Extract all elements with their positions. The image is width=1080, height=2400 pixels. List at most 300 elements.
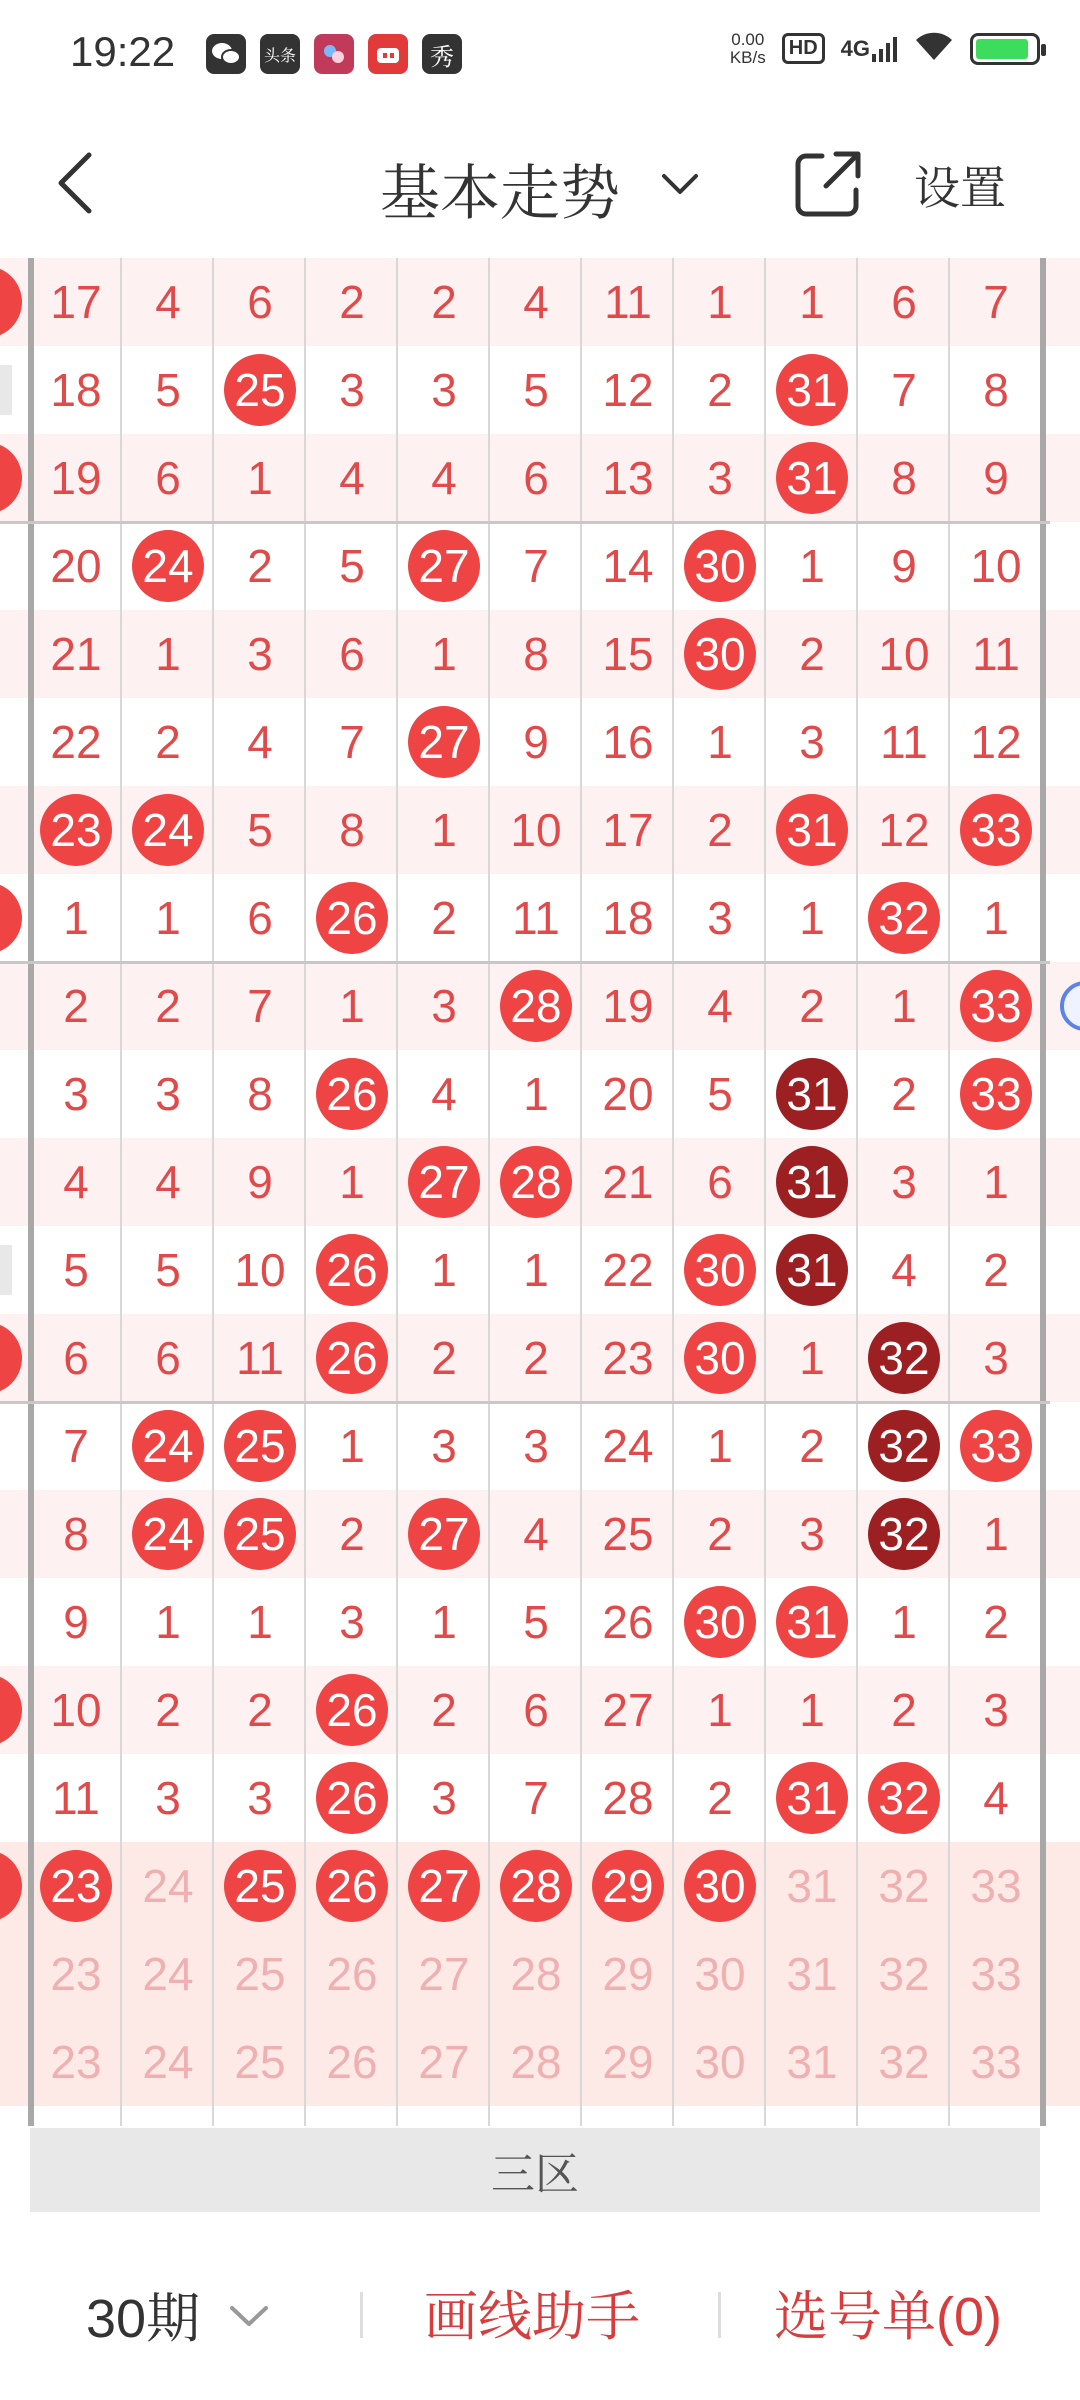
trend-cell[interactable]: 24 [602,1420,654,1472]
number-ball: 30 [684,1850,756,1922]
trend-cell[interactable]: 1 [431,1596,457,1648]
trend-cell[interactable]: 25 [234,2036,286,2088]
trend-cell[interactable]: 2 [983,1596,1009,1648]
trend-cell[interactable] [674,522,766,610]
trend-cell[interactable]: 12 [878,804,930,856]
trend-cell[interactable]: 1 [63,892,89,944]
trend-cell[interactable]: 2 [707,1772,733,1824]
trend-cell[interactable]: 4 [523,276,549,328]
trend-cell[interactable] [766,434,858,522]
trend-cell[interactable]: 22 [602,1244,654,1296]
trend-cell[interactable]: 3 [431,1772,457,1824]
trend-cell[interactable]: 26 [602,1596,654,1648]
trend-cell[interactable]: 28 [510,2036,562,2088]
trend-cell[interactable]: 5 [523,364,549,416]
trend-cell[interactable]: 25 [234,1948,286,2000]
trend-cell[interactable]: 6 [155,452,181,504]
trend-cell[interactable]: 6 [247,276,273,328]
number-ball: 30 [684,618,756,690]
number-ball: 24 [132,1410,204,1482]
trend-cell[interactable]: 2 [707,804,733,856]
pick-list-button[interactable]: 选号单(0) [774,2287,1002,2347]
number-ball: 30 [684,530,756,602]
trend-cell[interactable]: 6 [339,628,365,680]
bilibili-icon [368,34,408,74]
number-ball: 30 [684,1234,756,1306]
trend-cell[interactable] [306,1754,398,1842]
signal-icon: 4G [841,36,898,62]
trend-cell[interactable] [858,1490,950,1578]
trend-cell[interactable]: 18 [602,892,654,944]
trend-cell[interactable]: 5 [155,1244,181,1296]
trend-cell[interactable]: 9 [891,540,917,592]
trend-cell[interactable]: 7 [983,276,1009,328]
trend-cell[interactable] [674,1226,766,1314]
number-ball: 24 [132,794,204,866]
system-status [730,30,1040,67]
trend-cell[interactable]: 2 [247,1684,273,1736]
number-ball: 28 [500,970,572,1042]
trend-cell[interactable]: 33 [970,1948,1022,2000]
trend-cell[interactable]: 3 [155,1068,181,1120]
trend-cell[interactable] [30,786,122,874]
number-ball: 32 [868,1762,940,1834]
trend-cell[interactable]: 3 [247,1772,273,1824]
number-ball: 24 [132,1498,204,1570]
trend-cell[interactable]: 4 [707,980,733,1032]
trend-cell[interactable]: 25 [602,1508,654,1560]
trend-cell[interactable]: 3 [339,364,365,416]
number-ball: 31 [776,1586,848,1658]
trend-cell[interactable]: 32 [878,2036,930,2088]
number-ball: 23 [40,1850,112,1922]
trend-cell[interactable]: 33 [970,2036,1022,2088]
trend-cell[interactable]: 11 [236,1332,284,1384]
number-ball: 28 [500,1850,572,1922]
trend-cell[interactable]: 4 [339,452,365,504]
trend-cell[interactable]: 28 [510,1948,562,2000]
trend-cell[interactable]: 8 [247,1068,273,1120]
trend-cell[interactable]: 4 [247,716,273,768]
trend-cell[interactable] [766,786,858,874]
trend-cell[interactable]: 31 [786,1860,838,1912]
trend-cell[interactable]: 29 [602,2036,654,2088]
trend-cell[interactable] [398,1138,490,1226]
trend-cell[interactable]: 9 [523,716,549,768]
trend-cell[interactable] [122,1490,214,1578]
trend-cell[interactable]: 5 [339,540,365,592]
trend-cell[interactable]: 1 [799,276,825,328]
trend-cell[interactable]: 3 [983,1332,1009,1384]
trend-cell[interactable]: 11 [52,1772,100,1824]
page-title[interactable]: 基本走势 [380,160,620,227]
trend-cell[interactable]: 7 [63,1420,89,1472]
trend-cell[interactable]: 7 [247,980,273,1032]
trend-cell[interactable]: 16 [602,716,654,768]
repeat-number-ball: 31 [776,1058,848,1130]
trend-cell[interactable] [122,1402,214,1490]
trend-cell[interactable]: 3 [891,1156,917,1208]
trend-cell[interactable]: 2 [431,1332,457,1384]
number-ball: 26 [316,1234,388,1306]
trend-grid[interactable] [0,258,1080,2126]
trend-cell[interactable]: 3 [431,1420,457,1472]
trend-cell[interactable]: 17 [602,804,654,856]
number-ball: 33 [960,1058,1032,1130]
trend-cell[interactable]: 1 [247,1596,273,1648]
trend-cell[interactable]: 11 [512,892,560,944]
trend-cell[interactable]: 8 [63,1508,89,1560]
trend-cell[interactable]: 1 [983,1156,1009,1208]
trend-cell[interactable]: 2 [339,1508,365,1560]
trend-cell[interactable]: 3 [431,364,457,416]
trend-cell[interactable]: 21 [50,628,102,680]
trend-cell[interactable]: 26 [326,1948,378,2000]
trend-cell[interactable] [582,1842,674,1930]
trend-cell[interactable] [674,1578,766,1666]
trend-cell[interactable]: 10 [970,540,1022,592]
trend-cell[interactable]: 26 [326,2036,378,2088]
trend-cell[interactable]: 2 [63,980,89,1032]
trend-cell[interactable]: 13 [602,452,654,504]
number-ball: 31 [776,794,848,866]
trend-cell[interactable]: 4 [431,452,457,504]
trend-cell[interactable]: 17 [50,276,102,328]
trend-cell[interactable]: 1 [707,716,733,768]
trend-cell[interactable] [122,522,214,610]
period-dropdown-button[interactable] [228,2294,270,2336]
trend-cell[interactable]: 3 [523,1420,549,1472]
trend-cell[interactable] [306,1666,398,1754]
trend-cell[interactable]: 1 [339,1420,365,1472]
trend-cell[interactable]: 31 [786,1948,838,2000]
trend-cell[interactable]: 30 [694,2036,746,2088]
share-icon [790,146,866,222]
trend-cell[interactable]: 27 [418,2036,470,2088]
trend-cell[interactable]: 15 [602,628,654,680]
trend-cell[interactable] [858,874,950,962]
trend-cell[interactable]: 6 [63,1332,89,1384]
trend-cell[interactable] [950,1402,1042,1490]
number-ball: 26 [316,1322,388,1394]
trend-cell[interactable] [306,874,398,962]
trend-cell[interactable]: 12 [602,364,654,416]
trend-cell[interactable]: 6 [891,276,917,328]
number-ball: 25 [224,1850,296,1922]
trend-cell[interactable]: 1 [799,1684,825,1736]
trend-cell[interactable]: 4 [891,1244,917,1296]
trend-cell[interactable]: 1 [891,980,917,1032]
trend-cell[interactable]: 7 [339,716,365,768]
trend-cell[interactable] [490,1842,582,1930]
trend-cell[interactable]: 1 [155,628,181,680]
trend-cell[interactable]: 32 [878,1948,930,2000]
trend-cell[interactable] [306,1314,398,1402]
trend-cell[interactable]: 1 [431,628,457,680]
trend-cell[interactable]: 1 [523,1244,549,1296]
divider [718,2292,721,2338]
trend-cell[interactable]: 11 [972,628,1020,680]
trend-cell[interactable]: 2 [431,1684,457,1736]
number-ball: 27 [408,1850,480,1922]
trend-cell[interactable]: 2 [431,892,457,944]
trend-cell[interactable]: 6 [523,1684,549,1736]
trend-cell[interactable]: 4 [63,1156,89,1208]
trend-cell[interactable]: 9 [247,1156,273,1208]
repeat-number-ball: 32 [868,1322,940,1394]
bottom-bar [0,2220,1080,2400]
trend-cell[interactable] [950,962,1042,1050]
trend-cell[interactable]: 1 [431,1244,457,1296]
trend-cell[interactable] [214,346,306,434]
trend-cell[interactable] [766,1754,858,1842]
number-ball: 30 [684,1322,756,1394]
trend-cell[interactable]: 1 [523,1068,549,1120]
chevron-down-icon [660,164,700,204]
trend-cell[interactable] [398,522,490,610]
trend-cell[interactable]: 3 [799,1508,825,1560]
zone-label: 三区 [30,2128,1040,2212]
trend-cell[interactable] [30,1842,122,1930]
trend-cell[interactable]: 1 [799,892,825,944]
trend-cell[interactable]: 1 [247,452,273,504]
trend-cell[interactable]: 6 [155,1332,181,1384]
trend-cell[interactable]: 2 [707,1508,733,1560]
trend-cell[interactable] [766,1050,858,1138]
trend-cell[interactable] [490,962,582,1050]
trend-cell[interactable]: 5 [63,1244,89,1296]
trend-cell[interactable]: 1 [707,1420,733,1472]
period-selector[interactable]: 30期 [86,2289,201,2349]
number-ball: 32 [868,882,940,954]
trend-cell[interactable]: 1 [431,804,457,856]
trend-cell[interactable]: 5 [247,804,273,856]
trend-cell[interactable]: 14 [602,540,654,592]
number-ball: 28 [500,1146,572,1218]
trend-cell[interactable]: 1 [983,892,1009,944]
trend-cell[interactable]: 10 [878,628,930,680]
trend-cell[interactable]: 6 [247,892,273,944]
trend-cell[interactable]: 1 [339,1156,365,1208]
trend-cell[interactable]: 1 [983,1508,1009,1560]
trend-cell[interactable] [858,1314,950,1402]
trend-cell[interactable] [858,1402,950,1490]
trend-cell[interactable]: 2 [707,364,733,416]
number-ball: 25 [224,1498,296,1570]
share-button[interactable] [790,146,866,222]
row-marker [0,365,12,415]
trend-cell[interactable]: 4 [983,1772,1009,1824]
trend-cell[interactable]: 4 [155,1156,181,1208]
trend-cell[interactable]: 27 [602,1684,654,1736]
trend-cell[interactable]: 10 [510,804,562,856]
trend-cell[interactable] [674,610,766,698]
trend-cell[interactable]: 2 [799,628,825,680]
trend-cell[interactable]: 3 [799,716,825,768]
trend-cell[interactable]: 28 [602,1772,654,1824]
number-ball: 25 [224,1410,296,1482]
row-marker [0,1245,12,1295]
trend-cell[interactable]: 1 [707,1684,733,1736]
trend-cell[interactable]: 1 [339,980,365,1032]
trend-cell[interactable] [950,786,1042,874]
trend-cell[interactable]: 24 [142,1860,194,1912]
trend-cell[interactable]: 23 [602,1332,654,1384]
trend-cell[interactable]: 2 [891,1068,917,1120]
trend-cell[interactable] [306,1050,398,1138]
trend-cell[interactable]: 27 [418,1948,470,2000]
number-ball: 26 [316,1850,388,1922]
number-ball: 25 [224,354,296,426]
wechat-icon [206,34,246,74]
chevron-down-icon [228,2294,270,2336]
trend-cell[interactable]: 5 [523,1596,549,1648]
trend-cell[interactable] [674,1314,766,1402]
trend-cell[interactable]: 33 [970,1860,1022,1912]
trend-cell[interactable]: 10 [234,1244,286,1296]
number-ball: 27 [408,1146,480,1218]
back-button[interactable] [40,148,110,218]
trend-cell[interactable]: 31 [786,2036,838,2088]
trend-cell[interactable]: 11 [880,716,928,768]
draw-assist-button[interactable]: 画线助手 [424,2287,640,2347]
trend-cell[interactable] [398,698,490,786]
trend-cell[interactable]: 24 [142,2036,194,2088]
trend-cell[interactable]: 12 [970,716,1022,768]
trend-cell[interactable]: 11 [604,276,652,328]
trend-cell[interactable]: 7 [523,540,549,592]
trend-cell[interactable]: 7 [891,364,917,416]
trend-cell[interactable]: 5 [155,364,181,416]
trend-cell[interactable] [398,1490,490,1578]
trend-cell[interactable]: 22 [50,716,102,768]
trend-cell[interactable]: 9 [63,1596,89,1648]
number-ball: 31 [776,442,848,514]
trend-cell[interactable]: 2 [155,1684,181,1736]
trend-cell[interactable]: 1 [799,1332,825,1384]
repeat-number-ball: 32 [868,1498,940,1570]
trend-cell[interactable]: 3 [63,1068,89,1120]
number-ball: 27 [408,1498,480,1570]
number-ball: 33 [960,970,1032,1042]
trend-cell[interactable]: 3 [155,1772,181,1824]
trend-cell[interactable] [398,1842,490,1930]
trend-cell[interactable]: 32 [878,1860,930,1912]
trend-cell[interactable]: 3 [707,892,733,944]
wifi-icon [914,30,954,67]
number-ball: 23 [40,794,112,866]
battery-icon [970,33,1040,65]
trend-cell[interactable]: 6 [523,452,549,504]
trend-cell[interactable]: 2 [799,980,825,1032]
number-ball: 27 [408,530,480,602]
trend-cell[interactable]: 1 [891,1596,917,1648]
trend-cell[interactable]: 9 [983,452,1009,504]
title-dropdown-button[interactable] [660,164,700,204]
trend-cell[interactable] [766,346,858,434]
trend-cell[interactable]: 2 [339,276,365,328]
trend-cell[interactable]: 3 [247,628,273,680]
trend-cell[interactable]: 2 [155,980,181,1032]
trend-cell[interactable]: 4 [431,1068,457,1120]
trend-cell[interactable]: 3 [707,452,733,504]
trend-cell[interactable]: 3 [983,1684,1009,1736]
trend-cell[interactable] [214,1842,306,1930]
trend-cell[interactable]: 1 [155,892,181,944]
trend-cell[interactable] [766,1578,858,1666]
trend-cell[interactable]: 2 [155,716,181,768]
trend-cell[interactable]: 29 [602,1948,654,2000]
status-time: 19:22 [70,28,176,75]
trend-cell[interactable]: 7 [523,1772,549,1824]
trend-cell[interactable]: 2 [891,1684,917,1736]
chevron-left-icon [55,151,95,215]
trend-cell[interactable]: 19 [602,980,654,1032]
trend-cell[interactable]: 8 [523,628,549,680]
trend-cell[interactable]: 18 [50,364,102,416]
trend-cell[interactable] [950,1050,1042,1138]
status-bar [0,0,1080,108]
trend-cell[interactable]: 20 [50,540,102,592]
number-ball: 26 [316,1674,388,1746]
trend-cell[interactable]: 21 [602,1156,654,1208]
trend-cell[interactable]: 2 [431,276,457,328]
trend-cell[interactable] [490,1138,582,1226]
trend-cell[interactable]: 6 [707,1156,733,1208]
number-ball: 31 [776,1762,848,1834]
trend-cell[interactable] [306,1842,398,1930]
trend-cell[interactable] [214,1490,306,1578]
trend-cell[interactable]: 1 [155,1596,181,1648]
trend-cell[interactable]: 2 [247,540,273,592]
trend-cell[interactable]: 1 [799,540,825,592]
trend-cell[interactable]: 30 [694,1948,746,2000]
trend-cell[interactable]: 2 [799,1420,825,1472]
number-ball: 30 [684,1586,756,1658]
trend-cell[interactable]: 4 [523,1508,549,1560]
trend-cell[interactable]: 8 [891,452,917,504]
trend-cell[interactable] [858,1754,950,1842]
trend-cell[interactable]: 19 [50,452,102,504]
trend-cell[interactable] [306,1226,398,1314]
trend-cell[interactable] [766,1138,858,1226]
repeat-number-ball: 32 [868,1410,940,1482]
trend-cell[interactable]: 10 [50,1684,102,1736]
trend-cell[interactable]: 23 [50,2036,102,2088]
number-ball: 27 [408,706,480,778]
trend-cell[interactable]: 8 [339,804,365,856]
trend-cell[interactable]: 20 [602,1068,654,1120]
trend-cell[interactable]: 23 [50,1948,102,2000]
trend-cell[interactable]: 24 [142,1948,194,2000]
trend-cell[interactable] [674,1842,766,1930]
trend-cell[interactable]: 3 [431,980,457,1032]
trend-cell[interactable]: 5 [707,1068,733,1120]
repeat-number-ball: 31 [776,1234,848,1306]
trend-cell[interactable]: 2 [983,1244,1009,1296]
trend-cell[interactable] [122,786,214,874]
trend-cell[interactable]: 1 [707,276,733,328]
xiu-icon: 秀 [422,34,462,74]
trend-cell[interactable]: 8 [983,364,1009,416]
number-ball: 33 [960,1410,1032,1482]
trend-cell[interactable]: 4 [155,276,181,328]
trend-cell[interactable] [214,1402,306,1490]
trend-cell[interactable]: 3 [339,1596,365,1648]
trend-cell[interactable] [766,1226,858,1314]
trend-cell[interactable]: 2 [523,1332,549,1384]
settings-button[interactable]: 设置 [914,162,1006,214]
